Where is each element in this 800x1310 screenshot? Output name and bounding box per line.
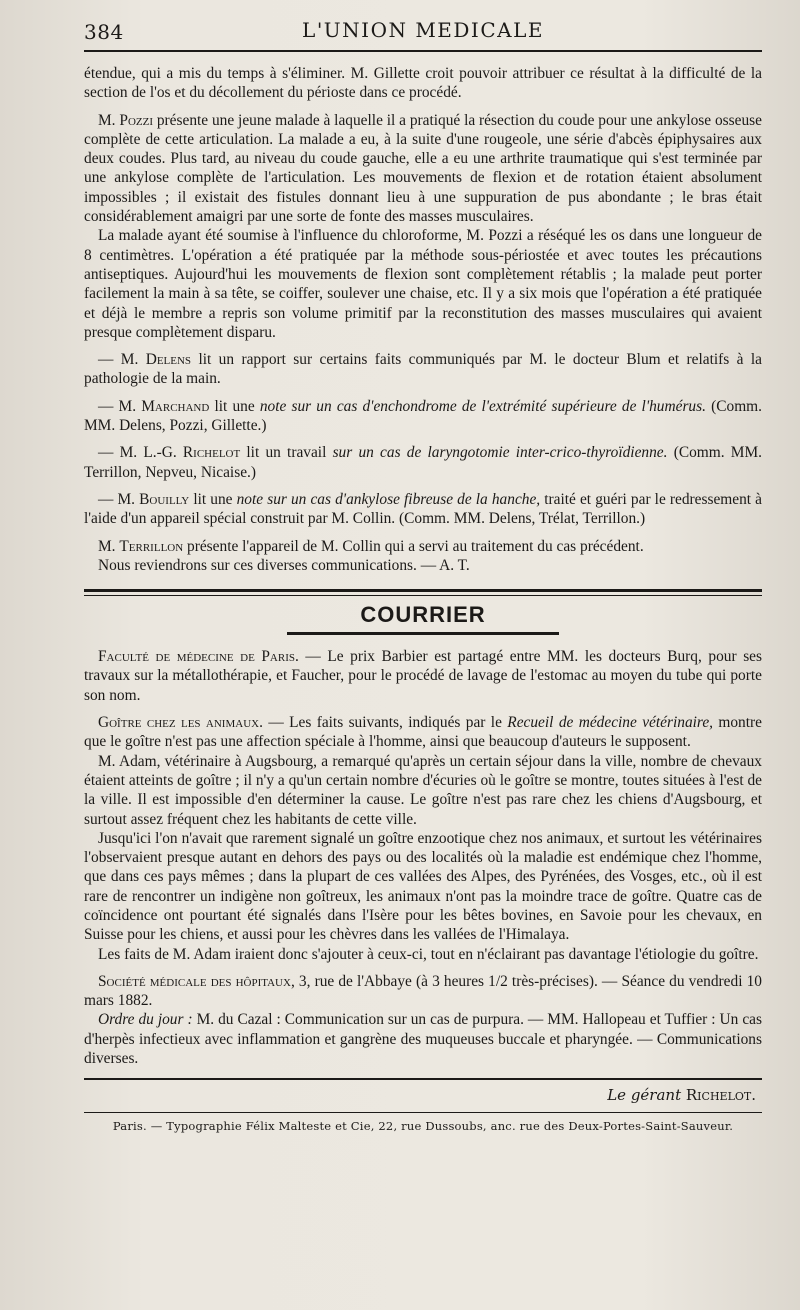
surgeon-name: Delens	[145, 351, 192, 369]
society-report	[84, 64, 762, 575]
surgeon-name: M. Pozzi	[98, 111, 153, 129]
paragraph: La malade ayant été soumise à l'influence du chloroforme, M. Pozzi a réséqué les os dans une longueur de 8 centimètres. L'opération a été pratiquée par la méthode sous-périostée et avec toutes les précautions antiseptiques. Aujourd'hui les mouvements de flexion sont complètement rétablis ; la malade peut porter facilement la main à sa tête, se coiffer, soulever une chaise, etc. Il y a six mois que l'opération a été pratiquée et déjà le membre a repris son volume primitif par la reconstitution des masses musculaires qui avaient presque complètement disparu.	[84, 227, 762, 341]
news-item: Société médicale des hôpitaux, 3, rue de l'Abbaye (à 3 heures 1/2 très-précises). — Séance du vendredi 10 mars 1882.	[84, 972, 762, 1010]
news-item: Goître chez les animaux. — Les faits suivants, indiqués par le Recueil de médecine vétérinaire, montre que le goître n'est pas une affection spéciale à l'homme, ainsi que beaucoup d'auteurs le supposent.	[84, 714, 762, 751]
surgeon-name: Terrillon	[119, 537, 184, 555]
paragraph: M. Terrillon présente l'appareil de M. Collin qui a servi au traitement du cas précédent.	[98, 537, 644, 555]
footer-divider	[84, 1112, 762, 1113]
agenda: Ordre du jour : M. du Cazal : Communication sur un cas de purpura. — MM. Hallopeau et Tuffier : Un cas d'herpès infectieux avec inflammation et gangrène des muqueuses buccale et pharyngée. — Communications diverses.	[84, 1011, 762, 1068]
paragraph: étendue, qui a mis du temps à s'éliminer. M. Gillette croit pouvoir attribuer ce résultat à la difficulté de la section de l'os et du décollement du périoste dans ce procédé.	[84, 65, 762, 102]
news-heading: Société médicale des hôpitaux,	[98, 972, 295, 990]
courrier-section	[84, 647, 762, 1068]
journal-title: L'UNION MEDICALE	[302, 18, 544, 42]
paragraph: — M. Marchand lit une note sur un cas d'enchondrome de l'extrémité supérieure de l'humérus. (Comm. MM. Delens, Pozzi, Gillette.)	[84, 397, 762, 435]
note-title: sur un cas de laryngotomie inter-crico-thyroïdienne.	[332, 444, 668, 462]
paragraph: Les faits de M. Adam iraient donc s'ajouter à ceux-ci, tout en n'éclairant pas davantage l'étiologie du goître.	[98, 945, 759, 963]
agenda-label: Ordre du jour :	[98, 1011, 193, 1029]
note-title: note sur un cas d'enchondrome de l'extrémité supérieure de l'humérus.	[259, 397, 706, 415]
journal-reference: Recueil de médecine vétérinaire,	[507, 714, 714, 732]
news-heading: Goître chez les animaux.	[98, 714, 263, 732]
manager-name: Richelot.	[685, 1086, 756, 1105]
section-title: COURRIER	[360, 602, 486, 628]
section-divider	[84, 589, 762, 596]
news-item: Faculté de médecine de Paris. — Le prix Barbier est partagé entre MM. les docteurs Burq, pour ses travaux sur la métallothérapie, et Faucher, pour le procédé de lavage de l'estomac au moyen du tube qui porte son nom.	[84, 648, 762, 704]
surgeon-name: Bouilly	[139, 490, 190, 508]
surgeon-name: Richelot	[182, 444, 241, 462]
paragraph: Nous reviendrons sur ces diverses communications. — A. T.	[98, 556, 470, 574]
paragraph: M. Adam, vétérinaire à Augsbourg, a remarqué qu'après un certain séjour dans la ville, nombre de chevaux étaient atteints de goître ; il n'y a qu'un certain nombre d'écuries où le goître se montre, toutes situées à l'est de la ville. Il est impossible d'en déterminer la cause. Le goître n'est pas rare chez les chiens d'Augsbourg, et surtout assez fréquent chez les habitants de cette ville.	[84, 752, 762, 828]
paragraph: — M. Delens lit un rapport sur certains faits communiqués par M. le docteur Blum et relatifs à la pathologie de la main.	[84, 351, 762, 388]
footer-divider	[84, 1078, 762, 1080]
title-underline	[287, 632, 559, 635]
paragraph: — M. Bouilly lit une note sur un cas d'ankylose fibreuse de la hanche, traité et guéri par le redressement à l'aide d'un appareil spécial construit par M. Collin. (Comm. MM. Delens, Trélat, Terrillon.)	[84, 490, 763, 528]
surgeon-name: Marchand	[141, 397, 210, 415]
note-title: note sur un cas d'ankylose fibreuse de la hanche,	[236, 490, 541, 508]
running-header	[84, 16, 762, 52]
page-number: 384	[84, 20, 124, 44]
manager-signature: Le gérant Richelot.	[607, 1086, 756, 1105]
printer-imprint: Paris. — Typographie Félix Malteste et Cie, 22, rue Dussoubs, anc. rue des Deux-Portes-Saint-Sauveur.	[112, 1119, 734, 1134]
paragraph: Jusqu'ici l'on n'avait que rarement signalé un goître enzootique chez nos animaux, et surtout les vétérinaires l'observaient presque autant en dehors des pays ou des localités où la maladie est endémique chez l'homme, que dans ces pays mêmes ; dans la plupart de ces vallées des Alpes, des Pyrénées, des Vosges, etc., où il est rare de rencontrer un indigène non goîtreux, les animaux n'ont pas la moindre trace de goître. Quatre cas de coïncidence ont pourtant été signalés dans l'Isère pour les bêtes bovines, en Savoie pour les chevaux, en Suisse pour les chiens, et aussi pour les chèvres dans les vallées de l'Himalaya.	[84, 829, 762, 944]
paragraph: — M. L.-G. Richelot lit un travail sur un cas de laryngotomie inter-crico-thyroïdienne. (Comm. MM. Terrillon, Nepveu, Nicaise.)	[84, 444, 762, 481]
news-heading: Faculté de médecine de Paris.	[98, 648, 299, 666]
paragraph: M. Pozzi présente une jeune malade à laquelle il a pratiqué la résection du coude pour une ankylose osseuse complète de cette articulation. La malade a eu, à la suite d'une rougeole, une série d'abcès épiphysaires aux deux coudes. Plus tard, au niveau du coude gauche, elle a eu une arthrite traumatique qui s'est terminée par une ankylose complète de l'articulation. Les mouvements de flexion et de rotation étaient absolument impossibles ; il existait des fistules donnant lieu à une suppuration de pus abondante ; le bras était considérablement amaigri par une sorte de fonte des masses musculaires.	[84, 111, 762, 226]
